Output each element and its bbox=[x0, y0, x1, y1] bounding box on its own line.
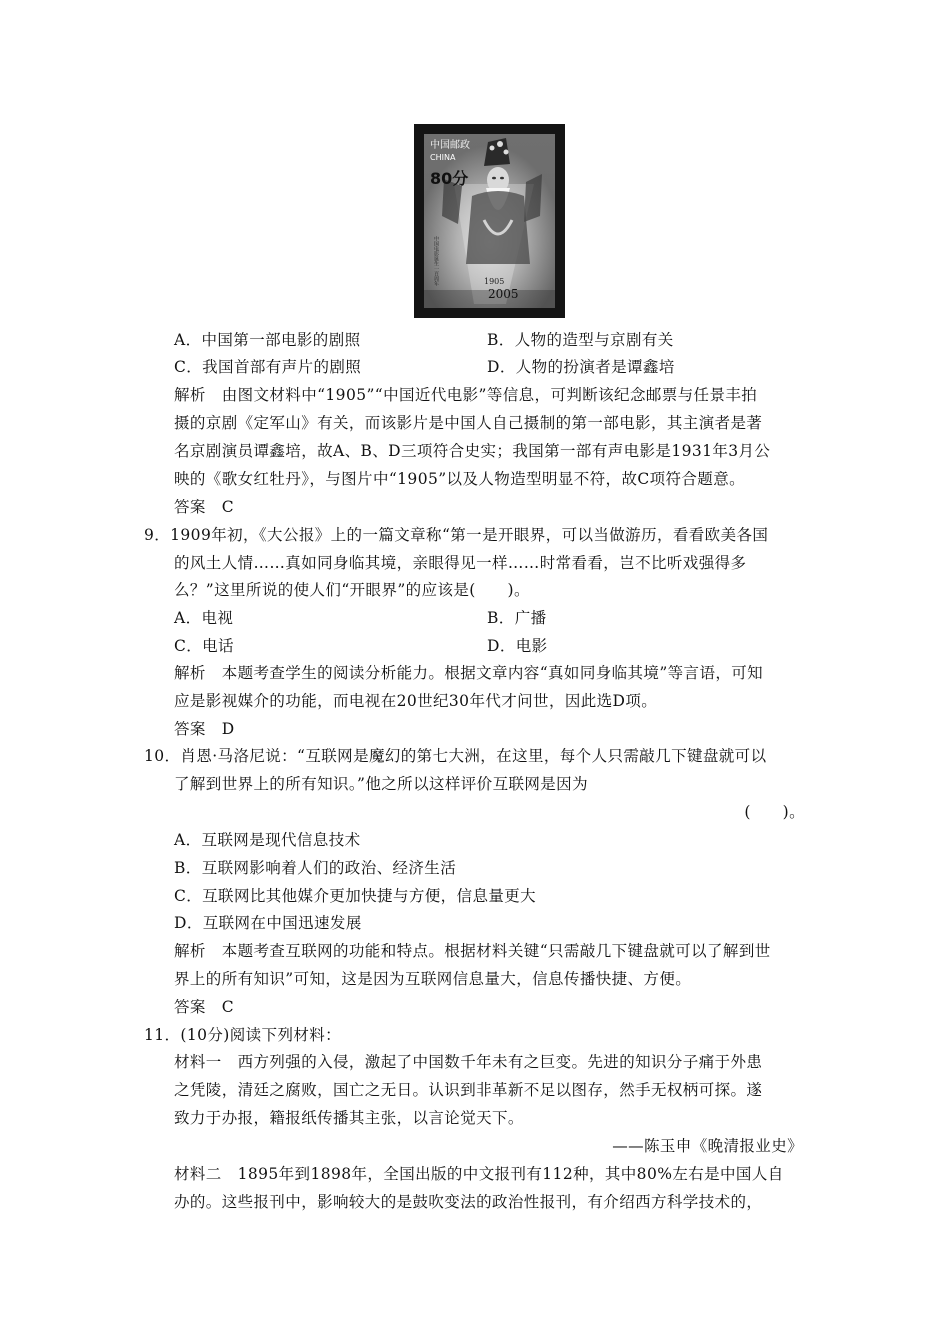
q9-option-c: C．电话 bbox=[174, 637, 234, 655]
q11-material1-line: 之凭陵，清廷之腐败，国亡之无日。认识到非革新不足以图存，然手无权柄可探。遂 bbox=[174, 1081, 763, 1099]
q8-analysis-line: 映的《歌女红牡丹》，与图片中“1905”以及人物造型明显不符，故C项符合题意。 bbox=[174, 470, 746, 488]
q9-option-d: D．电影 bbox=[487, 637, 548, 655]
stamp-year-start: 1905 bbox=[484, 277, 505, 286]
q9-option-b: B．广播 bbox=[487, 609, 547, 627]
q8-analysis-line: 名京剧演员谭鑫培，故A、B、D三项符合史实；我国第一部有声电影是1931年3月公 bbox=[174, 442, 771, 460]
stamp-year-end: 2005 bbox=[488, 287, 519, 301]
q11-material1-line: 致力于办报，籍报纸传播其主张，以言论觉天下。 bbox=[174, 1109, 524, 1127]
commemorative-stamp-image bbox=[414, 124, 565, 318]
q10-stem-line: 10．肖恩·马洛尼说：“互联网是魔幻的第七大洲，在这里，每个人只需敲几下键盘就可以 bbox=[144, 747, 767, 765]
q11-material2-line: 办的。这些报刊中，影响较大的是鼓吹变法的政治性报刊，有介绍西方科学技术的， bbox=[174, 1193, 763, 1211]
q11-stem: 11．(10分)阅读下列材料： bbox=[144, 1026, 342, 1044]
q9-option-a: A．电视 bbox=[174, 609, 234, 627]
q8-option-d: D．人物的扮演者是谭鑫培 bbox=[487, 358, 675, 376]
stamp-vertical-caption: 中国电影诞生一百周年 bbox=[433, 236, 439, 286]
q10-answer-blank: ( )。 bbox=[744, 803, 805, 821]
q8-answer: 答案 C bbox=[174, 498, 234, 516]
q10-analysis-line: 解析 本题考查互联网的功能和特点。根据材料关键“只需敲几下键盘就可以了解到世 bbox=[174, 942, 771, 960]
q10-analysis-line: 界上的所有知识”可知，这是因为互联网信息量大，信息传播快捷、方便。 bbox=[174, 970, 692, 988]
q8-option-c: C．我国首部有声片的剧照 bbox=[174, 358, 362, 376]
q10-option-d: D．互联网在中国迅速发展 bbox=[174, 914, 362, 932]
stamp-country-en: CHINA bbox=[430, 153, 456, 162]
q10-option-b: B．互联网影响着人们的政治、经济生活 bbox=[174, 859, 457, 877]
q9-stem-line: 9．1909年初，《大公报》上的一篇文章称“第一是开眼界，可以当做游历，看看欧美各国 bbox=[144, 526, 769, 544]
q9-stem-line: 的风土人情……真如同身临其境，亲眼得见一样……时常看看，岂不比听戏强得多 bbox=[174, 554, 747, 572]
q10-option-a: A．互联网是现代信息技术 bbox=[174, 831, 361, 849]
q8-analysis-line: 摄的京剧《定军山》有关，而该影片是中国人自己摄制的第一部电影，其主演者是著 bbox=[174, 414, 763, 432]
q8-analysis-line: 解析 由图文材料中“1905”“中国近代电影”等信息，可判断该纪念邮票与任景丰拍 bbox=[174, 386, 758, 404]
stamp-picture bbox=[414, 124, 565, 318]
q11-material1-source: ——陈玉申《晚清报业史》 bbox=[612, 1137, 803, 1155]
q10-option-c: C．互联网比其他媒介更加快捷与方便，信息量更大 bbox=[174, 887, 537, 905]
stamp-country-cn: 中国邮政 bbox=[430, 140, 470, 151]
q11-material1-line: 材料一 西方列强的入侵，激起了中国数千年未有之巨变。先进的知识分子痛于外患 bbox=[174, 1053, 763, 1071]
q10-answer: 答案 C bbox=[174, 998, 234, 1016]
q9-answer: 答案 D bbox=[174, 720, 235, 738]
q8-option-b: B．人物的造型与京剧有关 bbox=[487, 331, 674, 349]
q11-material2-line: 材料二 1895年到1898年，全国出版的中文报刊有112种，其中80%左右是中国人自 bbox=[174, 1165, 784, 1183]
q10-stem-line: 了解到世界上的所有知识。”他之所以这样评价互联网是因为 bbox=[174, 775, 588, 793]
stamp-value: 80分 bbox=[430, 169, 469, 188]
q9-analysis-line: 应是影视媒介的功能，而电视在20世纪30年代才问世，因此选D项。 bbox=[174, 692, 658, 710]
q8-option-a: A．中国第一部电影的剧照 bbox=[174, 331, 361, 349]
q9-analysis-line: 解析 本题考查学生的阅读分析能力。根据文章内容“真如同身临其境”等言语，可知 bbox=[174, 664, 764, 682]
q9-stem-line: 么？”这里所说的使人们“开眼界”的应该是( )。 bbox=[174, 581, 530, 599]
